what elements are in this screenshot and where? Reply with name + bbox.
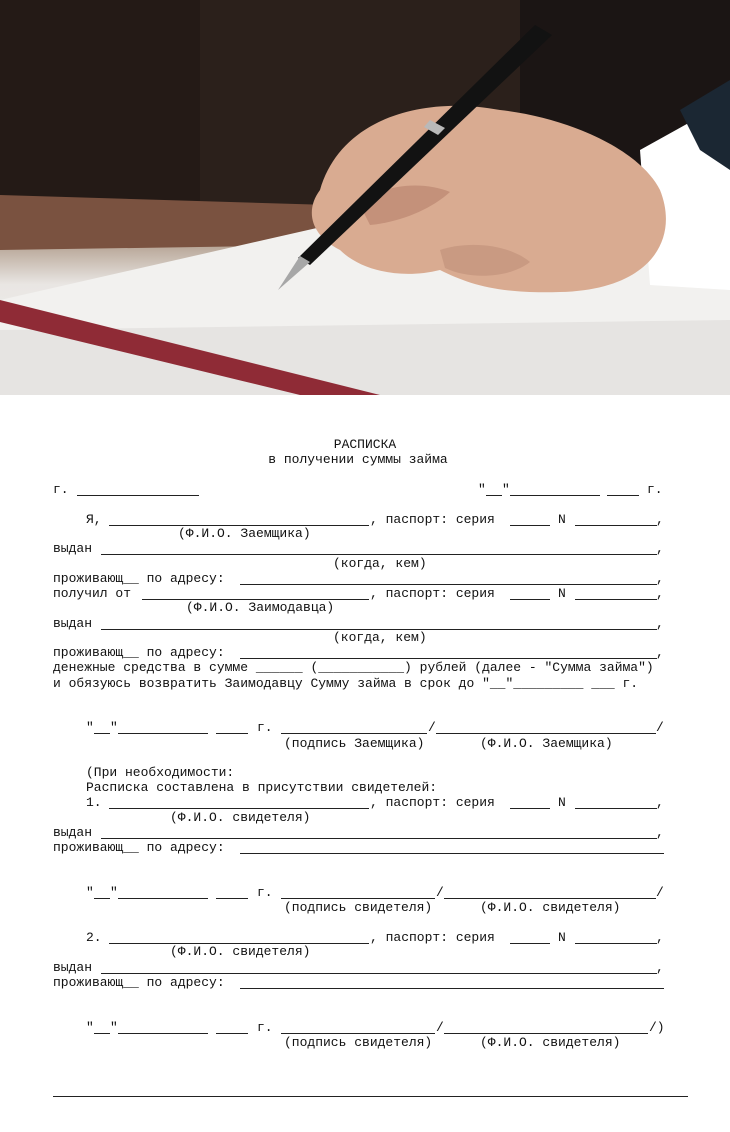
comma: ,: [656, 586, 664, 601]
comma: ,: [656, 960, 664, 975]
number-sign: N: [558, 586, 566, 601]
quote-open: ": [478, 482, 486, 497]
if-needed-label: (При необходимости:: [86, 765, 235, 780]
borrower-fio-caption: (Ф.И.О. Заемщика): [480, 736, 613, 751]
comma: ,: [656, 930, 664, 945]
residing-label: проживающ__ по адресу:: [53, 975, 225, 990]
comma: ,: [656, 616, 664, 631]
slash: /: [436, 885, 444, 900]
witness-fio-caption: (Ф.И.О. свидетеля): [480, 1035, 621, 1050]
passport-label: , паспорт: серия: [370, 930, 495, 945]
comma: ,: [656, 571, 664, 586]
passport-series-field[interactable]: [510, 599, 550, 600]
day-field[interactable]: [94, 1033, 110, 1034]
quote-open: ": [86, 885, 94, 900]
year-suffix: г.: [647, 482, 663, 497]
witness-fio-caption: (Ф.И.О. свидетеля): [480, 900, 621, 915]
borrower-fio-field[interactable]: [436, 733, 656, 734]
number-sign: N: [558, 930, 566, 945]
year-suffix: г.: [257, 720, 273, 735]
year-suffix: г.: [257, 1020, 273, 1035]
document-subtitle: в получении суммы займа: [268, 452, 448, 467]
month-field[interactable]: [118, 733, 208, 734]
day-field[interactable]: [94, 898, 110, 899]
city-prefix: г.: [53, 482, 69, 497]
header-photo: [0, 0, 730, 395]
witness-fio-caption: (Ф.И.О. свидетеля): [170, 810, 311, 825]
witness-signature-field[interactable]: [281, 1033, 435, 1034]
passport-series-field[interactable]: [510, 808, 550, 809]
witness-1-name-field[interactable]: [109, 808, 369, 809]
number-sign: N: [558, 512, 566, 527]
i-label: Я,: [86, 512, 102, 527]
year-field[interactable]: [216, 898, 248, 899]
year-field[interactable]: [216, 1033, 248, 1034]
passport-series-field[interactable]: [510, 943, 550, 944]
issued-field[interactable]: [101, 838, 657, 839]
year-suffix: г.: [257, 885, 273, 900]
address-field[interactable]: [240, 658, 657, 659]
witness-fio-field[interactable]: [444, 1033, 648, 1034]
passport-number-field[interactable]: [575, 525, 657, 526]
receipt-document: [0, 395, 730, 1132]
residing-label: проживающ__ по адресу:: [53, 645, 225, 660]
comma: ,: [656, 825, 664, 840]
return-line: и обязуюсь возвратить Заимодавцу Сумму займа в срок до "__"_________ ___ г.: [53, 676, 639, 691]
year-field[interactable]: [216, 733, 248, 734]
month-field[interactable]: [118, 898, 208, 899]
hand-writing-illustration: [0, 0, 730, 395]
address-field[interactable]: [240, 988, 664, 989]
issued-field[interactable]: [101, 973, 657, 974]
day-field[interactable]: [486, 495, 502, 496]
passport-number-field[interactable]: [575, 808, 657, 809]
issued-field[interactable]: [101, 554, 657, 555]
bottom-divider: [53, 1096, 688, 1097]
money-line: денежные средства в сумме ______ (___________) рублей (далее - "Сумма займа"): [53, 660, 654, 675]
comma: ,: [656, 512, 664, 527]
residing-label: проживающ__ по адресу:: [53, 571, 225, 586]
slash-paren: /): [649, 1020, 665, 1035]
passport-label: , паспорт: серия: [370, 586, 495, 601]
address-field[interactable]: [240, 853, 664, 854]
quote-open: ": [86, 1020, 94, 1035]
received-from-label: получил от: [53, 586, 132, 601]
borrower-signature-field[interactable]: [281, 733, 427, 734]
quote-close: ": [110, 1020, 118, 1035]
witness-1-number: 1.: [86, 795, 102, 810]
month-field[interactable]: [510, 495, 600, 496]
borrower-fio-caption: (Ф.И.О. Заемщика): [178, 526, 311, 541]
comma: ,: [656, 541, 664, 556]
city-field[interactable]: [77, 495, 199, 496]
comma: ,: [656, 795, 664, 810]
day-field[interactable]: [94, 733, 110, 734]
witness-signature-caption: (подпись свидетеля): [284, 900, 433, 915]
month-field[interactable]: [118, 1033, 208, 1034]
quote-close: ": [110, 885, 118, 900]
slash: /: [656, 885, 664, 900]
passport-label: , паспорт: серия: [370, 512, 495, 527]
document-title: РАСПИСКА: [333, 437, 397, 452]
passport-number-field[interactable]: [575, 599, 657, 600]
comma: ,: [656, 645, 664, 660]
residing-label: проживающ__ по адресу:: [53, 840, 225, 855]
witness-signature-field[interactable]: [281, 898, 435, 899]
witness-fio-field[interactable]: [444, 898, 656, 899]
lender-fio-caption: (Ф.И.О. Заимодавца): [186, 600, 335, 615]
quote-close: ": [110, 720, 118, 735]
when-by-whom-caption: (когда, кем): [333, 630, 427, 645]
witness-2-number: 2.: [86, 930, 102, 945]
witnesses-label: Расписка составлена в присутствии свидетелей:: [86, 780, 438, 795]
address-field[interactable]: [240, 584, 657, 585]
passport-label: , паспорт: серия: [370, 795, 495, 810]
quote-close: ": [502, 482, 510, 497]
number-sign: N: [558, 795, 566, 810]
passport-series-field[interactable]: [510, 525, 550, 526]
slash: /: [436, 1020, 444, 1035]
issued-label: выдан: [53, 541, 93, 556]
slash: /: [428, 720, 436, 735]
witness-fio-caption: (Ф.И.О. свидетеля): [170, 944, 311, 959]
issued-label: выдан: [53, 616, 93, 631]
issued-label: выдан: [53, 960, 93, 975]
slash: /: [656, 720, 664, 735]
when-by-whom-caption: (когда, кем): [333, 556, 427, 571]
quote-open: ": [86, 720, 94, 735]
witness-signature-caption: (подпись свидетеля): [284, 1035, 433, 1050]
issued-label: выдан: [53, 825, 93, 840]
passport-number-field[interactable]: [575, 943, 657, 944]
borrower-signature-caption: (подпись Заемщика): [284, 736, 425, 751]
year-field[interactable]: [607, 495, 639, 496]
